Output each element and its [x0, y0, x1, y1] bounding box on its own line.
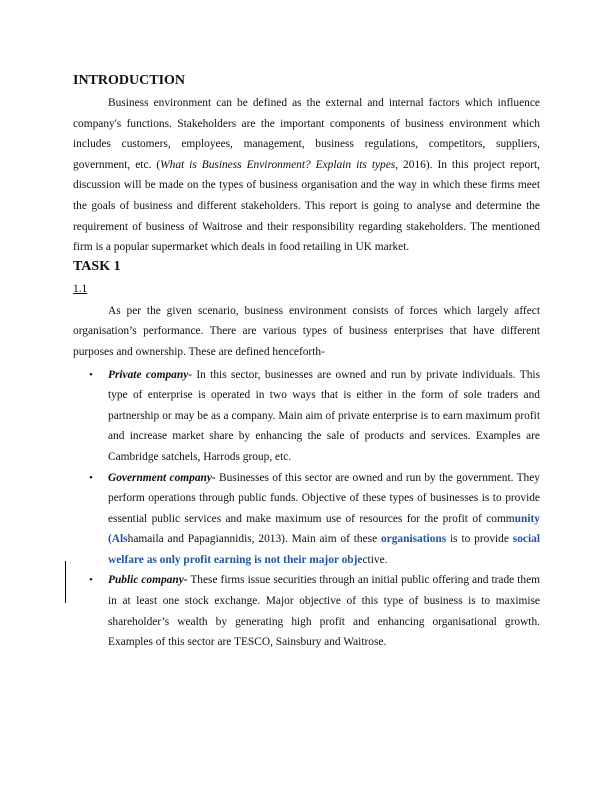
highlight-text-1: unity (Als — [108, 512, 540, 546]
government-text-d: ctive. — [362, 553, 388, 566]
task1-intro-paragraph: As per the given scenario, business environment consists of forces which largely affect organisation’s performance. There are various types of business enterprises that have different purposes and ownership. These are defined henceforth- — [73, 304, 540, 358]
list-item-government-company — [89, 468, 540, 571]
intro-text-1: Business environment can be defined as the external and internal factors which influence company's functions. Stakeholders are the important components of business environment which includes customers, employees, management, business regulations, competitors, suppliers, government, etc. ( — [73, 97, 540, 171]
intro-text-2: , 2016). In this project report, discussion will be made on the types of business organisation and the way in which these firms meet the goals of business and different stakeholders. This report is going to analyse and determine the requirement of business of Waitrose and their responsibility regarding stakeholders. The mentioned firm is a popular supermarket which deals in food retailing in UK market. — [73, 158, 541, 254]
subsection-number: 1.1 — [73, 282, 88, 295]
business-types-list — [73, 365, 540, 653]
highlight-text-3: social welfare as only profit earning is not their major obje — [108, 533, 540, 566]
introduction-heading: INTRODUCTION — [73, 73, 186, 88]
private-company-text: In this sector, businesses are owned and run by private individuals. This type of enterprise is operated in two ways that is either in the form of sole traders and partnership or may be as a company. Main aim of private enterprise is to earn maximum profit and increase market share by enhancing the sale of products and services. Examples are Cambridge satchels, Harrods group, etc. — [108, 368, 541, 463]
government-text-a: Businesses of this sector are owned and run by the government. They perform operations through public funds. Objective of these types of businesses is to provide essential public services and make maximum use of resources for the profit of comm — [108, 471, 540, 525]
introduction-paragraph — [73, 93, 540, 258]
term-private-company: Private company- — [108, 368, 193, 381]
bullet-icon: • — [89, 471, 93, 484]
bullet-icon: • — [89, 574, 93, 587]
government-text-c: is to provide — [446, 533, 513, 546]
revision-change-bar — [65, 561, 66, 603]
term-government-company: Government company- — [108, 471, 216, 484]
bullet-icon: • — [89, 368, 93, 381]
document-page — [73, 72, 540, 653]
public-company-text: These firms issue securities through an initial public offering and trade them in at least one stock exchange. Major objective of this type of business is to maximise shareholder’s wealth by generating high profit and enhancing organisational growth. Examples of this sector are TESCO, Sainsbury and Waitrose. — [108, 574, 540, 649]
intro-citation: What is Business Environment? Explain its types — [160, 158, 396, 171]
highlight-text-2: organisations — [380, 533, 447, 546]
list-item-private-company — [89, 365, 541, 468]
list-item-public-company — [89, 570, 540, 652]
term-public-company: Public company- — [108, 574, 188, 587]
task1-heading: TASK 1 — [73, 258, 121, 274]
government-text-b: hamaila and Papagiannidis, 2013). Main aim of these — [127, 533, 381, 546]
